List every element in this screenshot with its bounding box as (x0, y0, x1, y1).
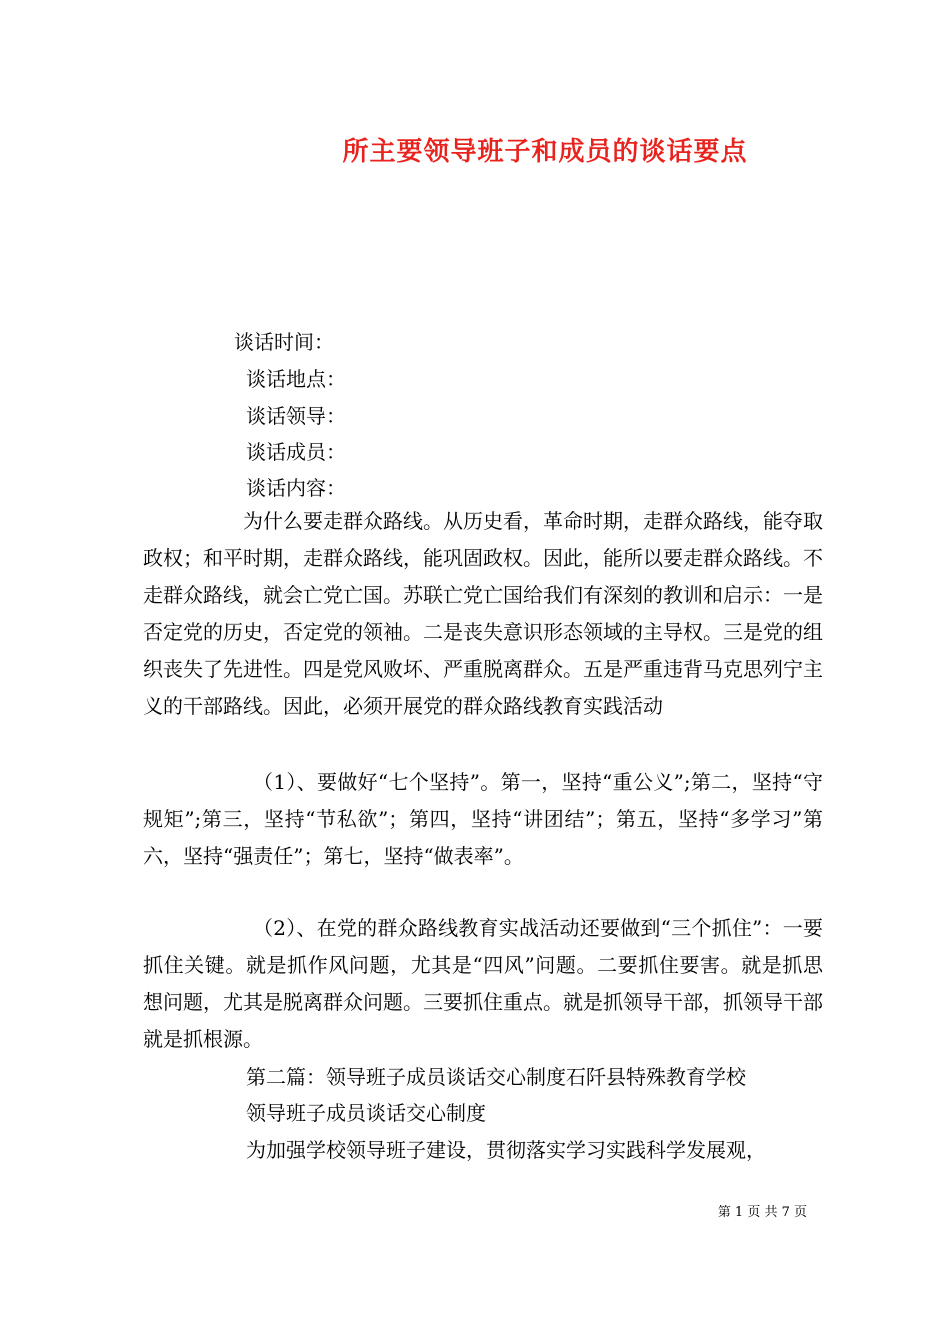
field-content: 谈话内容： (246, 476, 346, 500)
page-title: 所主要领导班子和成员的谈话要点 (342, 137, 748, 167)
field-leader: 谈话领导： (246, 404, 346, 428)
paragraph-seven-persist: （1）、要做好“七个坚持”。第一，坚持“重公义”;第二，坚持“守规矩”;第三，坚持“节私欲”；第四，坚持“讲团结”；第五，坚持“多学习”第六，坚持“强责任”；第七，坚持“做表率”。 (143, 770, 823, 868)
paragraph-why-mass-line: 为什么要走群众路线。从历史看，革命时期，走群众路线，能夺取政权；和平时期，走群众路线，能巩固政权。因此，能所以要走群众路线。不走群众路线，就会亡党亡国。苏联亡党亡国给我们有深刻的教训和启示：一是否定党的历史，否定党的领袖。二是丧失意识形态领域的主导权。三是党的组织丧失了先进性。四是党风败坏、严重脱离群众。五是严重违背马克思列宁主义的干部路线。因此，必须开展党的群众路线教育实践活动 (143, 509, 823, 718)
field-place: 谈话地点： (246, 367, 346, 391)
field-members: 谈话成员： (246, 440, 346, 464)
second-part-intro: 为加强学校领导班子建设，贯彻落实学习实践科学发展观， (246, 1138, 766, 1162)
field-time: 谈话时间： (234, 330, 334, 354)
page-footer: 第 1 页 共 7 页 (717, 1205, 807, 1220)
second-part-subheading: 领导班子成员谈话交心制度 (246, 1101, 486, 1125)
paragraph-three-grasp: （2）、在党的群众路线教育实战活动还要做到“三个抓住”：一要抓住关键。就是抓作风问题，尤其是“四风”问题。二要抓住要害。就是抓思想问题，尤其是脱离群众问题。三要抓住重点。就是抓领导干部，抓领导干部就是抓根源。 (143, 916, 823, 1051)
second-part-heading: 第二篇：领导班子成员谈话交心制度石阡县特殊教育学校 (246, 1065, 746, 1089)
